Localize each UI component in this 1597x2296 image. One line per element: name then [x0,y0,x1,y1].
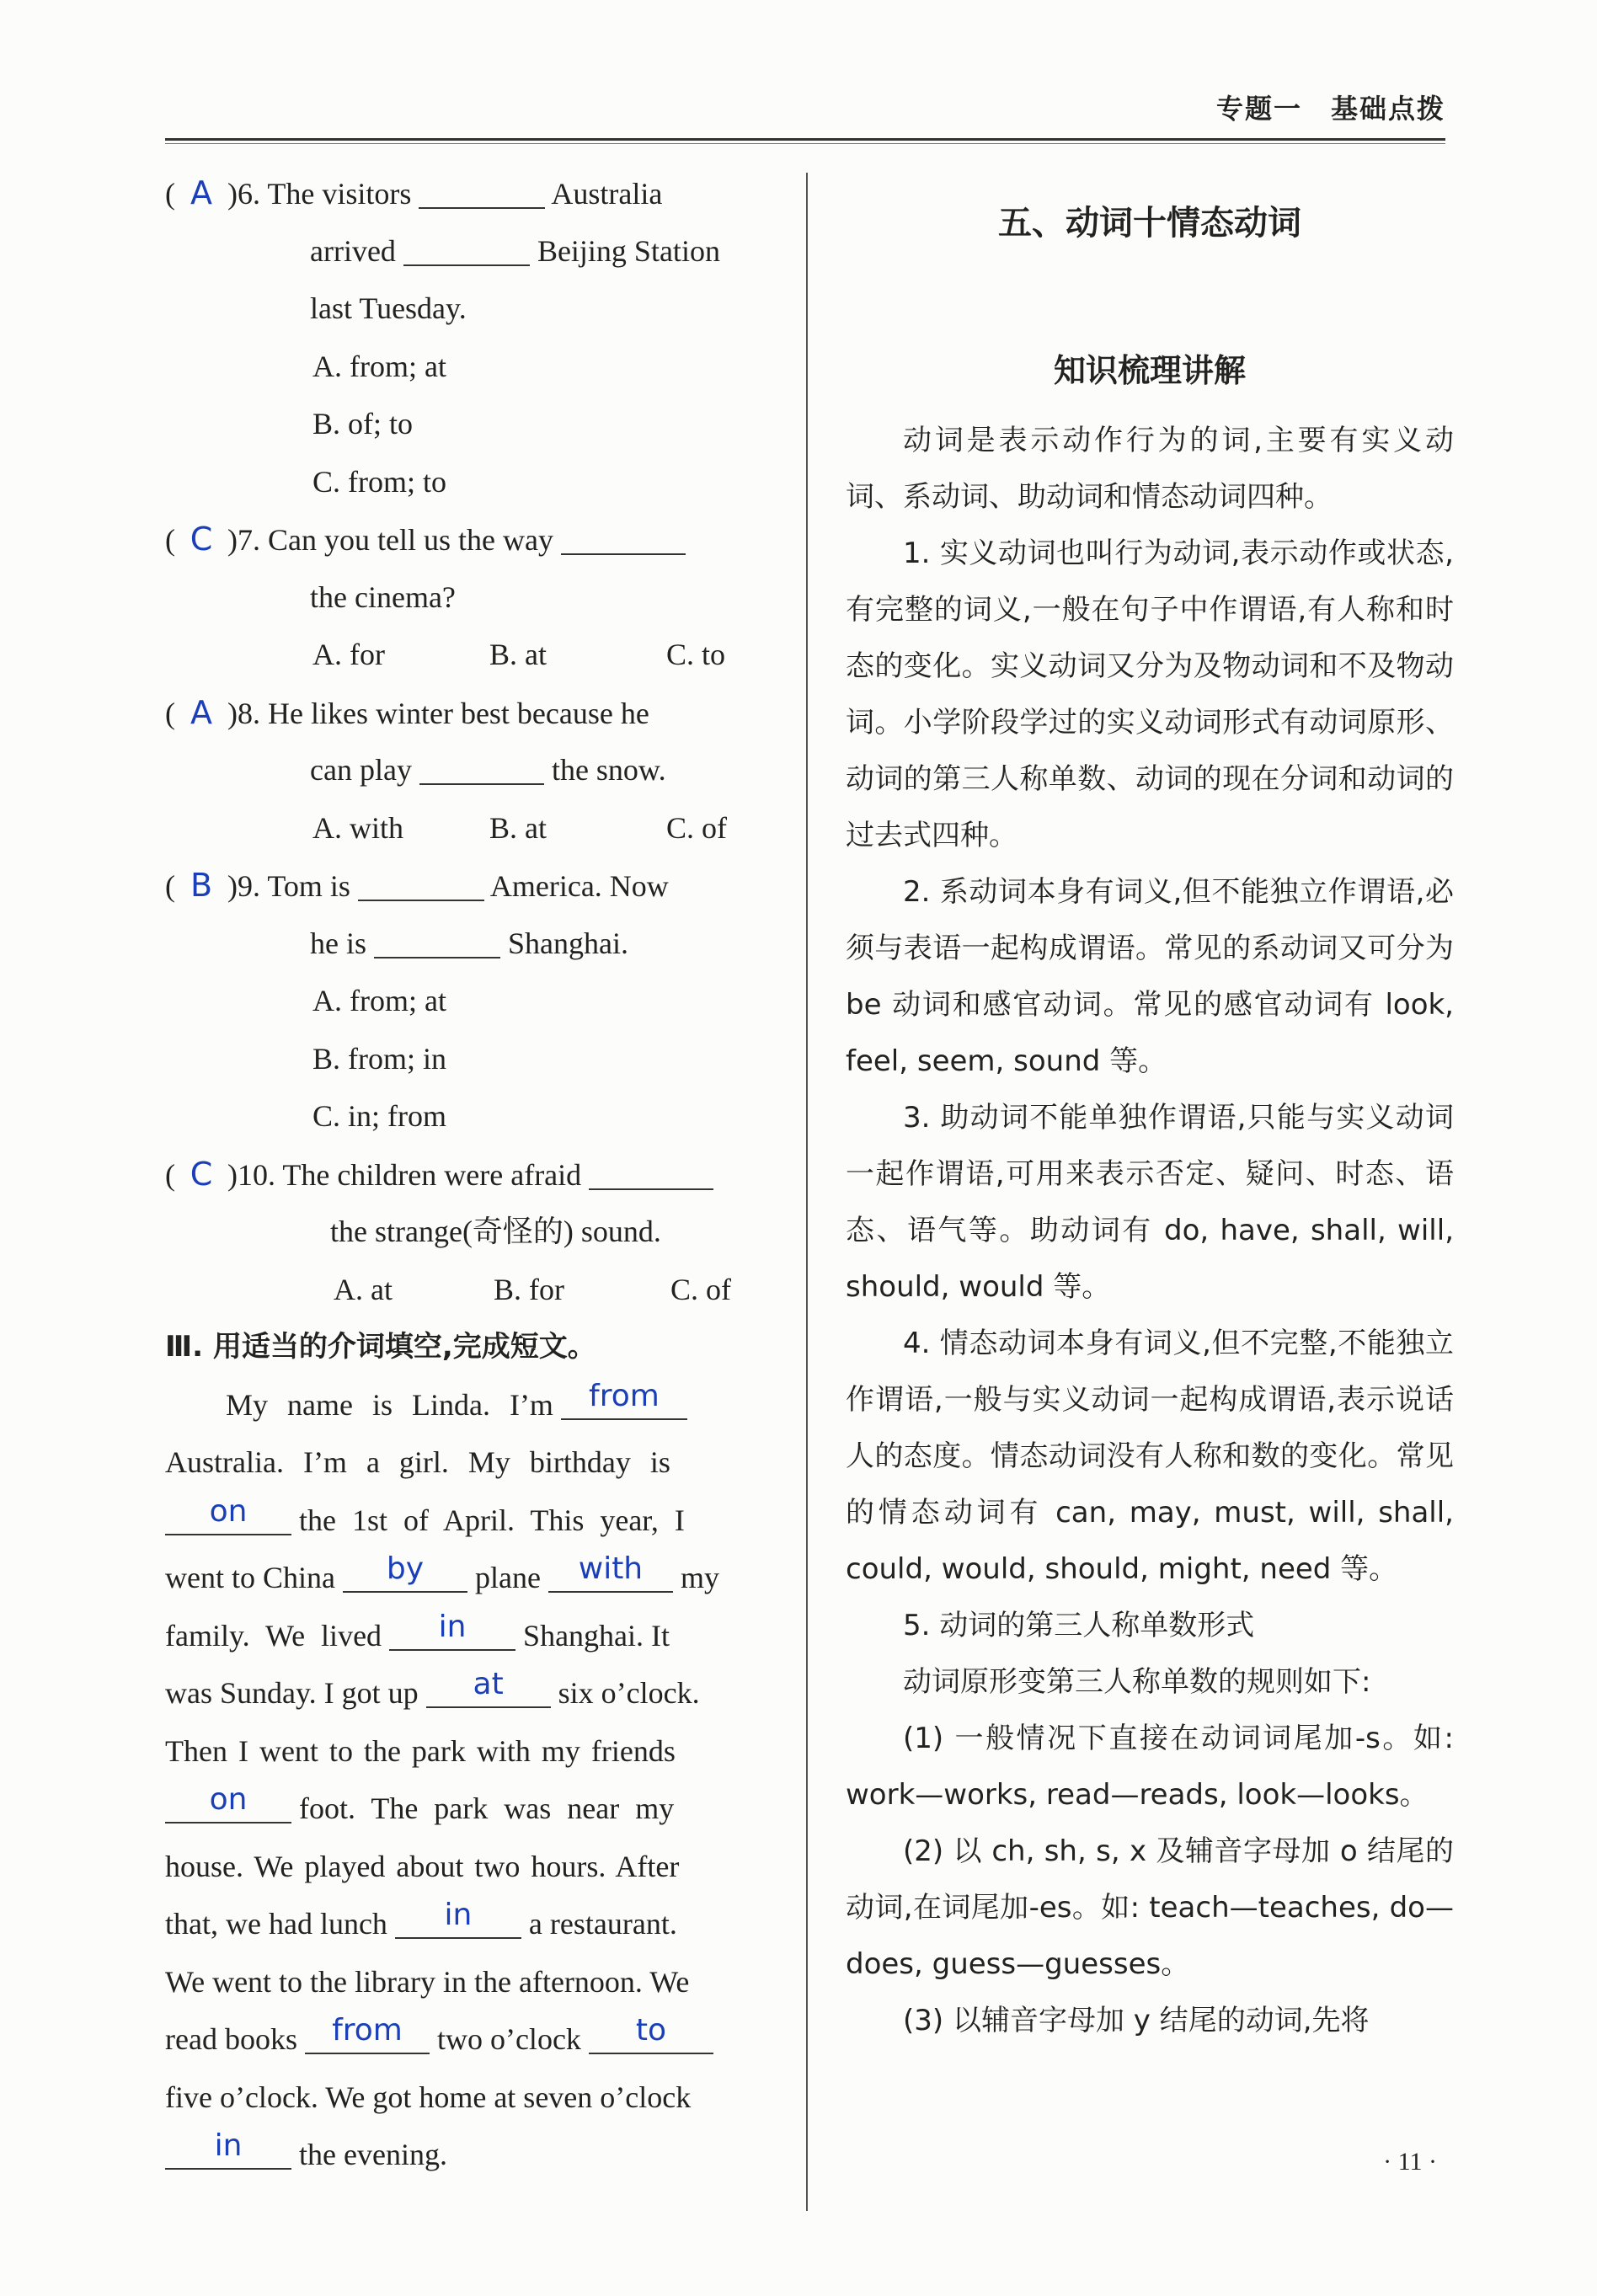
question-8 [165,684,788,742]
question-9 [165,857,788,915]
passage-line [165,1895,788,1953]
paragraph: 动词原形变第三人称单数的规则如下: [903,1665,1371,1699]
question-text: Tom is [267,869,350,903]
option: C. to [666,638,726,671]
fill-answer: on [209,1782,248,1817]
question-6-line2 [165,222,788,280]
passage-line: We went to the library in the afternoon. We [165,1964,690,1999]
question-number: )8. [227,696,260,730]
question-text: Australia [551,177,663,211]
blank [165,1782,291,1823]
paragraph: (1) 一般情况下直接在动词词尾加-s。如: work—works, read—reads, look—looks。 [846,1722,1454,1812]
blank [395,1898,521,1939]
passage-text: My name is Linda. I’m [226,1387,553,1422]
passage-line: five o’clock. We got home at seven o’clock [165,2080,692,2114]
passage-line [165,1549,788,1607]
paren-open: ( [165,177,175,211]
paragraph: 3. 助动词不能单独作谓语,只能与实义动词一起作谓语,可用来表示否定、疑问、时态、语态、语气等。助动词有 do, have, shall, will, should, would 等。 [846,1101,1454,1304]
right-column [846,202,1454,2049]
blank [389,1609,515,1651]
passage-text: family. We lived [165,1618,382,1653]
fill-answer: in [438,1609,467,1644]
passage-line: house. We played about two hours. After [165,1849,680,1883]
fill-answer: in [444,1898,473,1932]
question-text: He likes winter best because he [268,696,649,730]
blank [305,2013,430,2054]
question-10-line2: the strange(奇怪的) sound. [330,1215,661,1248]
question-number: )9. [227,869,260,903]
question-text: Can you tell us the way [268,523,553,557]
paren-open: ( [165,696,175,730]
passage-text: six o’clock. [558,1676,700,1710]
paragraph: 2. 系动词本身有词义,但不能独立作谓语,必须与表语一起构成谓语。常见的系动词又可分为 be 动词和感官动词。常见的感官动词有 look, feel, seem, sound 等。 [846,875,1454,1078]
blank [589,1155,713,1190]
options-row [165,1261,788,1319]
passage-text: read books [165,2022,297,2056]
answer-9: B [190,867,213,904]
options-row [165,799,788,857]
passage-text: my [680,1561,719,1594]
option: C. in; from [312,1099,446,1133]
answer-6: A [190,174,212,211]
passage-line [165,2126,788,2184]
answer-10: C [190,1155,213,1193]
passage-line: Then I went to the park with my friends [165,1733,676,1768]
blank [419,750,544,785]
subsection-heading: 知识梳理讲解 [1053,352,1246,389]
question-text: can play [310,753,412,787]
passage-line [165,1780,788,1838]
section-heading: 五、动词十情态动词 [998,204,1301,243]
passage-text: Shanghai. It [523,1618,670,1653]
option: B. of; to [312,407,414,441]
passage-line: Australia. I’m a girl. My birthday is [165,1445,670,1479]
option: B. from; in [312,1041,446,1076]
option: B. at [489,810,547,845]
passage-text: the 1st of April. This year, I [299,1503,685,1537]
fill-answer: by [386,1551,425,1586]
column-divider [806,173,808,2211]
blank [358,866,484,901]
question-text: the snow. [551,753,666,787]
question-number: )6. [227,177,260,211]
question-text: The children were afraid [282,1157,582,1192]
option: A. for [312,638,385,671]
page-number: · 11 · [1383,2148,1437,2176]
passage-text: foot. The park was near my [299,1791,675,1825]
section-3-title: Ⅲ. 用适当的介词填空,完成短文。 [165,1330,596,1364]
paragraph: 动词是表示动作行为的词,主要有实义动词、系动词、助动词和情态动词四种。 [846,424,1454,514]
passage-line [165,1492,788,1550]
options-row [165,626,788,684]
question-text: Shanghai. [508,926,628,960]
question-number: )7. [227,523,260,557]
option: A. at [334,1272,393,1306]
header-rule [165,138,1445,141]
blank [561,1378,687,1420]
passage-text: was Sunday. I got up [165,1676,419,1710]
passage-line [165,1664,788,1722]
question-text: arrived [310,233,396,268]
paragraph: (3) 以辅音字母加 y 结尾的动词,先将 [903,2004,1370,2037]
blank [343,1551,467,1593]
passage-text: plane [474,1561,541,1594]
fill-answer: from [589,1378,660,1413]
paragraph: 1. 实义动词也叫行为动词,表示动作或状态,有完整的词义,一般在句子中作谓语,有人称和时态的变化。实义动词又分为及物动词和不及物动词。小学阶段学过的实义动词形式有动词原形、动词的第三人称单数、动词的现在分词和动词的过去式四种。 [846,537,1454,852]
question-6 [165,164,788,222]
passage-text: a restaurant. [528,1907,677,1941]
option: A. from; at [312,349,446,383]
answer-8: A [190,693,212,731]
fill-answer: to [635,2013,666,2048]
fill-answer: on [209,1493,248,1529]
question-text: he is [310,926,366,960]
paren-open: ( [165,1157,175,1192]
passage-line [165,2010,788,2069]
question-6-line3: last Tuesday. [310,291,467,325]
blank [403,231,530,266]
paragraph: 5. 动词的第三人称单数形式 [903,1609,1255,1642]
header-title: 专题一 基础点拨 [1215,93,1445,125]
question-text: America. Now [489,869,669,903]
left-column [165,164,788,2184]
blank [165,2128,291,2170]
paragraph: (2) 以 ch, sh, s, x 及辅音字母加 o 结尾的动词,在词尾加-es。如: teach—teaches, do—does, guess—guesses。 [846,1834,1454,1981]
passage-text: went to China [165,1561,335,1594]
fill-answer: with [578,1551,644,1586]
fill-answer: in [214,2128,243,2163]
question-9-line2 [165,915,788,973]
option: C. of [666,810,727,845]
fill-answer: from [332,2013,403,2048]
blank [419,174,545,209]
blank [165,1493,291,1535]
option: B. for [494,1272,564,1306]
option: C. from; to [312,464,446,499]
question-10 [165,1145,788,1204]
question-7 [165,510,788,569]
blank [374,923,500,958]
paren-open: ( [165,523,175,557]
question-8-line2 [165,741,788,799]
option: A. from; at [312,984,446,1017]
passage-text: the evening. [299,2138,447,2171]
passage-line [165,1376,788,1434]
option: A. with [312,810,403,845]
passage-text: that, we had lunch [165,1907,387,1941]
answer-7: C [190,521,213,558]
blank [589,2013,713,2054]
passage-text: two o’clock [436,2022,581,2056]
blank [561,520,686,555]
option: C. of [670,1272,731,1306]
passage-line [165,1607,788,1665]
question-text: The visitors [267,177,412,211]
blank [548,1551,673,1593]
blank [426,1667,551,1708]
question-text: Beijing Station [537,233,720,268]
question-number: )10. [227,1157,275,1192]
paragraph: 4. 情态动词本身有词义,但不完整,不能独立作谓语,一般与实义动词一起构成谓语,表示说话人的态度。情态动词没有人称和数的变化。常见的情态动词有 can, may, must, will, shall, could, would, should, might, need 等。 [846,1327,1454,1586]
option: B. at [489,638,547,671]
fill-answer: at [473,1667,504,1701]
paren-open: ( [165,869,175,903]
question-7-line2: the cinema? [310,579,456,614]
header-rule-thin [165,143,1445,144]
